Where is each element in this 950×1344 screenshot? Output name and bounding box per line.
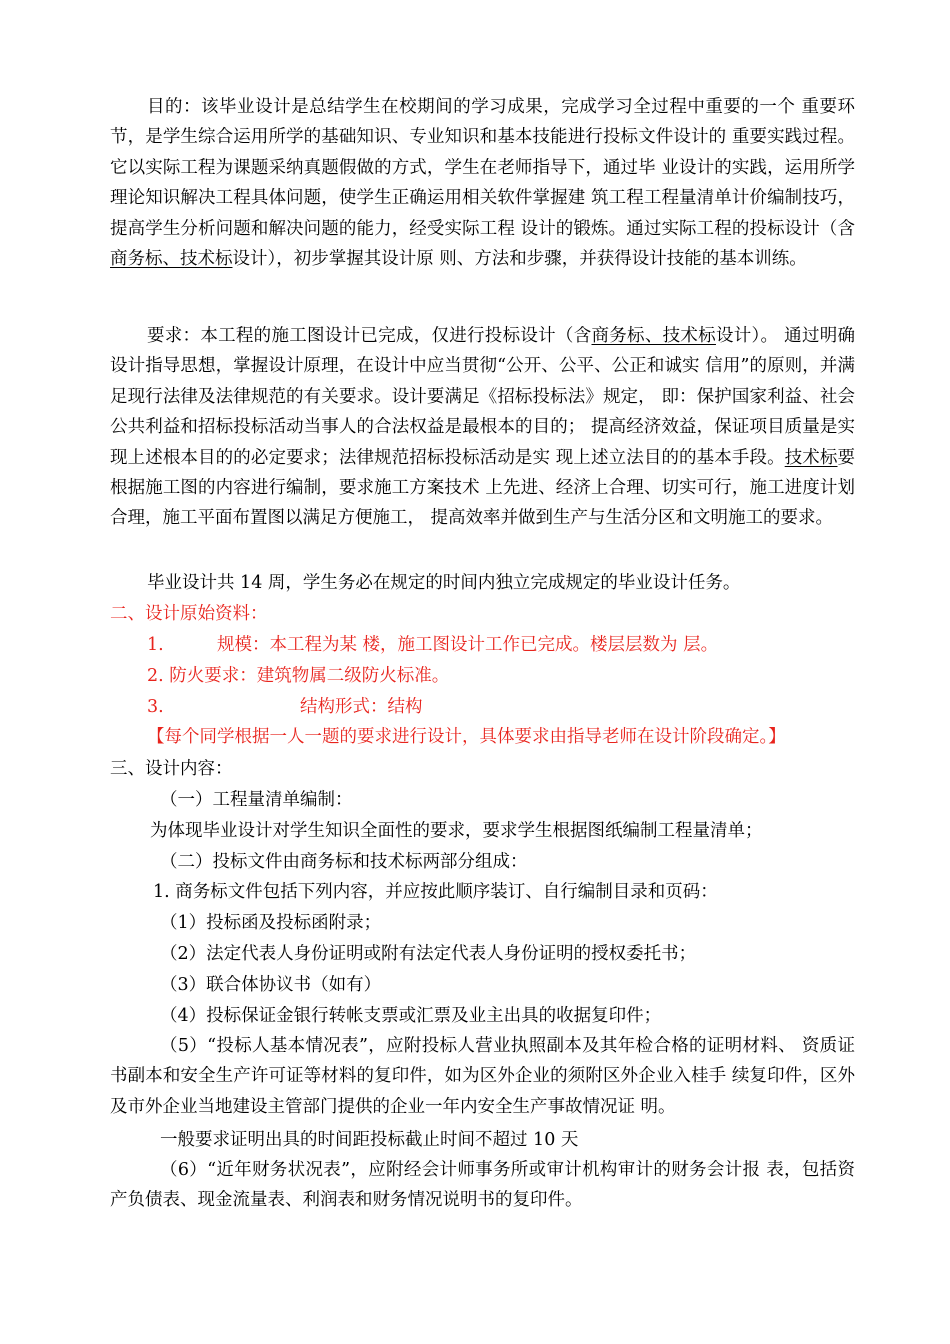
section2-heading: 二、设计原始资料： [110,604,268,624]
underlined-bid-types: 商务标、技术标 [591,326,716,346]
section3-heading: 三、设计内容： [110,759,233,779]
section2-item1-text: 规模：本工程为某 楼，施工图设计工作已完成。楼层层数为 层。 [217,635,719,655]
requirement-paragraph: 要求：本工程的施工图设计已完成，仅进行投标设计（含商务标、技术标设计）。 通过明确设计指导思想，掌握设计原理，在设计中应当贯彻“公开、公平、公正和诚实 信用”的原则，并满足现行法律及法律规范的有关要求。设计要满足《招标投标法》规定， 即：保护国家利益、社会公共利益和招标投标活动当事人的合法权益是最根本的目的； 提高经济效益，保证项目质量是实现上述根本目的的必定要求；法律规范招标投标活动是实 现上述立法目的的基本手段。技术标要根据施工图的内容进行编制，要求施工方案技术 上先进、经济上合理、切实可行，施工进度计划合理，施工平面布置图以满足方便施工， 提高效率并做到生产与生活分区和文明施工的要求。 [110,326,856,529]
purpose-paragraph: 目的：该毕业设计是总结学生在校期间的学习成果，完成学习全过程中重要的一个 重要环节，是学生综合运用所学的基础知识、专业知识和基本技能进行投标文件设计的 重要实践过程。它以实际工程为课题采纳真题假做的方式，学生在老师指导下，通过毕 业设计的实践，运用所学理论知识解决工程具体问题，使学生正确运用相关软件掌握建 筑工程工程量清单计价编制技巧，提高学生分析问题和解决问题的能力，经受实际工程 设计的锻炼。通过实际工程的投标设计（含商务标、技术标设计），初步掌握其设计原 则、方法和步骤，并获得设计技能的基本训练。 [110,97,855,270]
duration-line: 毕业设计共 14 周，学生务必在规定的时间内独立完成规定的毕业设计任务。 [147,573,741,593]
section2-item3-number: 3. [147,697,164,717]
section3-item1: 1. 商务标文件包括下列内容，并应按此顺序装订、自行编制目录和页码： [153,882,718,902]
section2-note: 【每个同学根据一人一题的要求进行设计，具体要求由指导老师在设计阶段确定。】 [147,727,786,747]
section2-item1-number: 1. [147,635,164,655]
section2-item3-text: 结构形式：结构 [300,697,423,717]
list-item-2: （2）法定代表人身份证明或附有法定代表人身份证明的授权委托书； [160,944,697,964]
list-item-3: （3）联合体协议书（如有） [160,975,382,995]
section3-sub2: （二）投标文件由商务标和技术标两部分组成： [160,852,528,872]
list-item-1: （1）投标函及投标函附录； [160,913,382,933]
list-item-5: （5）“投标人基本情况表”，应附投标人营业执照副本及其年检合格的证明材料、 资质证书副本和安全生产许可证等材料的复印件，如为区外企业的须附区外企业入桂手 续复印件，区外及市外企业当地建设主管部门提供的企业一年内安全生产事故情况证 明。 [110,1036,855,1117]
list-item-5-note: 一般要求证明出具的时间距投标截止时间不超过 10 天 [160,1130,579,1150]
list-item-6: （6）“近年财务状况表”，应附经会计师事务所或审计机构审计的财务会计报 表，包括资产负债表、现金流量表、利润表和财务情况说明书的复印件。 [110,1160,855,1211]
underlined-bid-types: 商务标、技术标 [110,249,233,270]
section3-sub1: （一）工程量清单编制： [160,790,353,810]
section3-sub1-text: 为体现毕业设计对学生知识全面性的要求，要求学生根据图纸编制工程量清单； [150,821,763,841]
list-item-4: （4）投标保证金银行转帐支票或汇票及业主出具的收据复印件； [160,1006,662,1026]
underlined-technical-bid: 技术标 [784,447,838,468]
section2-item2: 2. 防火要求：建筑物属二级防火标准。 [147,666,450,686]
